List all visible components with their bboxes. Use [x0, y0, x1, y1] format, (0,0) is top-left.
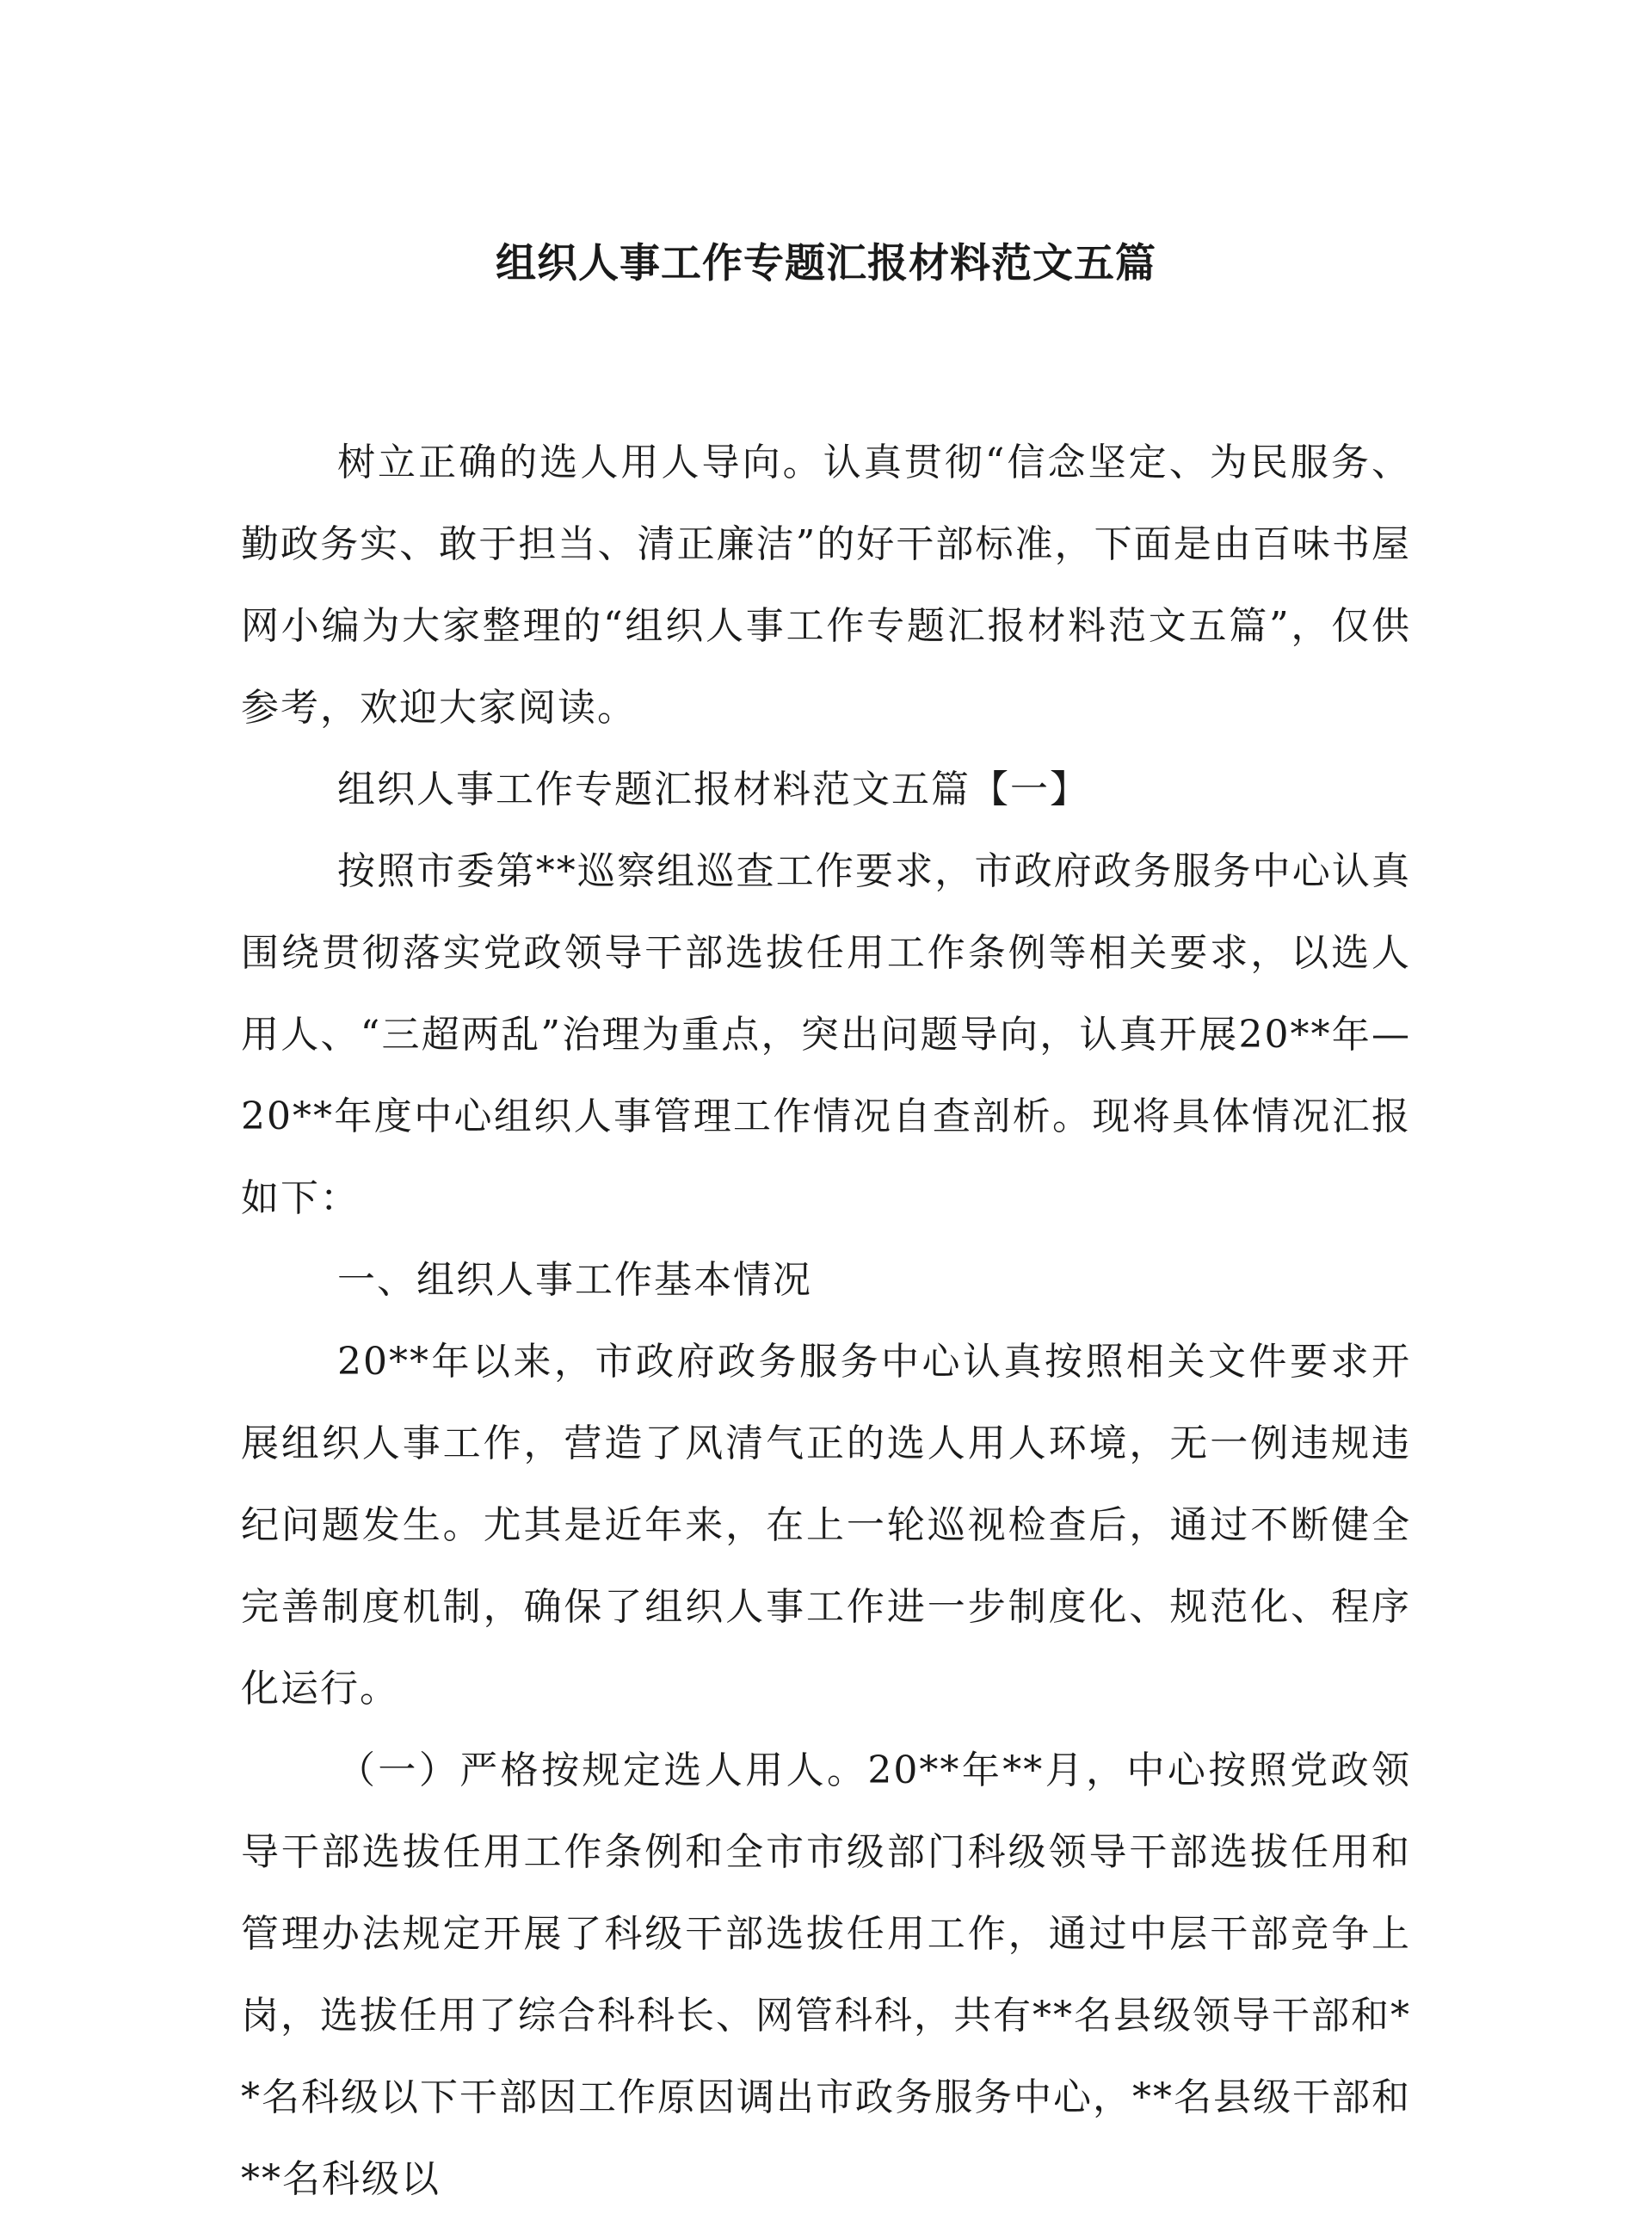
selection-paragraph: （一）严格按规定选人用人。20**年**月，中心按照党政领导干部选拔任用工作条例和全市市级部门科级领导干部选拔任用和管理办法规定开展了科级干部选拔任用工作，通过中层干部竞争上岗，选拔任用了综合科科长、网管科科，共有**名县级领导干部和**名科级以下干部因工作原因调出市政务服务中心，**名县级干部和**名科级以 — [241, 1748, 1411, 2201]
overview-paragraph: 20**年以来，市政府政务服务中心认真按照相关文件要求开展组织人事工作，营造了风清气正的选人用人环境，无一例违规违纪问题发生。尤其是近年来，在上一轮巡视检查后，通过不断健全完善制度机制，确保了组织人事工作进一步制度化、规范化、程序化运行。 — [241, 1340, 1411, 1711]
intro-paragraph: 树立正确的选人用人导向。认真贯彻“信念坚定、为民服务、勤政务实、敢于担当、清正廉洁”的好干部标准，下面是由百味书屋网小编为大家整理的“组织人事工作专题汇报材料范文五篇”，仅供参考，欢迎大家阅读。 — [241, 441, 1411, 730]
section-heading-one: 组织人事工作专题汇报材料范文五篇【一】 — [337, 768, 1089, 811]
subheading-basic-situation: 一、组织人事工作基本情况 — [337, 1258, 812, 1302]
document-title: 组织人事工作专题汇报材料范文五篇 — [496, 240, 1156, 287]
opening-paragraph: 按照市委第**巡察组巡查工作要求，市政府政务服务中心认真围绕贯彻落实党政领导干部选拔任用工作条例等相关要求，以选人用人、“三超两乱”治理为重点，突出问题导向，认真开展20**年—20**年度中心组织人事管理工作情况自查剖析。现将具体情况汇报如下： — [241, 849, 1411, 1220]
document-body — [241, 422, 1411, 2220]
